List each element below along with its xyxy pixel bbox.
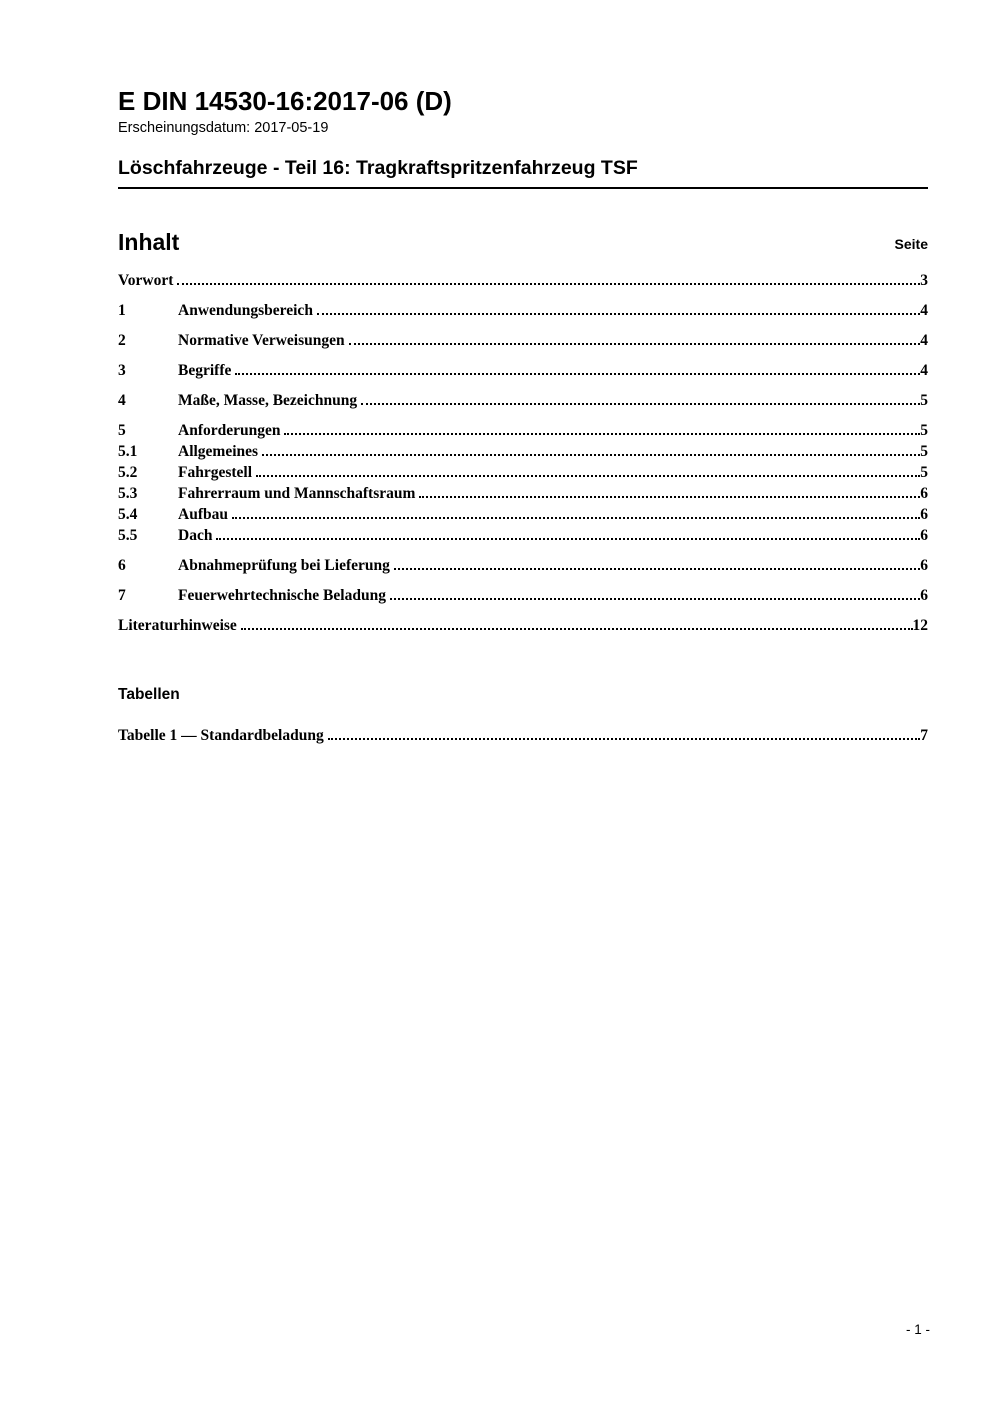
toc-entry <box>118 558 928 573</box>
toc-entry-number: 5 <box>118 422 126 439</box>
toc-entry-page: 3 <box>920 272 928 289</box>
toc-entry-number: 5.3 <box>118 485 138 502</box>
toc-entry <box>118 363 928 378</box>
doc-title: Löschfahrzeuge - Teil 16: Tragkraftspritzenfahrzeug TSF <box>118 157 928 189</box>
toc-entry-page: 6 <box>920 506 928 523</box>
tables-list <box>118 728 928 743</box>
toc-entry <box>118 303 928 318</box>
toc-entry <box>118 444 928 459</box>
toc-entry <box>118 393 928 408</box>
toc-entry <box>118 465 928 480</box>
dot-leader <box>284 433 920 435</box>
dot-leader <box>177 283 920 285</box>
toc-entry-label: Tabelle 1 — Standardbeladung <box>118 727 324 744</box>
toc-entry-label: Maße, Masse, Bezeichnung <box>178 392 358 409</box>
toc-entry-page: 6 <box>920 527 928 544</box>
dot-leader <box>232 517 920 519</box>
toc-entry-page: 4 <box>920 302 928 319</box>
toc-entry-number: 5.1 <box>118 443 138 460</box>
toc-entry-number: 1 <box>118 302 126 319</box>
dot-leader <box>361 403 920 405</box>
toc-entry-label: Literaturhinweise <box>118 617 237 634</box>
toc-entry-label: Feuerwehrtechnische Beladung <box>178 587 386 604</box>
toc-entry-label: Allgemeines <box>178 443 259 460</box>
toc-entry-page: 7 <box>920 727 928 744</box>
toc-entry <box>118 507 928 522</box>
toc-entry-page: 6 <box>920 557 928 574</box>
toc-entry-label: Fahrgestell <box>178 464 253 481</box>
toc-entry-label: Anforderungen <box>178 422 281 439</box>
toc-list <box>118 273 928 633</box>
dot-leader <box>216 538 920 540</box>
toc-entry <box>118 588 928 603</box>
page-column-label: Seite <box>894 236 928 252</box>
toc-entry-label: Dach <box>178 527 213 544</box>
toc-entry-label: Abnahmeprüfung bei Lieferung <box>178 557 390 574</box>
toc-entry <box>118 273 928 288</box>
toc-entry <box>118 528 928 543</box>
toc-entry-page: 4 <box>920 362 928 379</box>
toc-entry-page: 4 <box>920 332 928 349</box>
toc-entry <box>118 618 928 633</box>
toc-heading: Inhalt <box>118 229 180 255</box>
toc-entry <box>118 728 928 743</box>
toc-entry-page: 5 <box>920 443 928 460</box>
toc-entry <box>118 333 928 348</box>
toc-entry-label: Anwendungsbereich <box>178 302 313 319</box>
dot-leader <box>256 475 920 477</box>
toc-entry-label: Aufbau <box>178 506 228 523</box>
toc-entry-label: Vorwort <box>118 272 174 289</box>
toc-entry-number: 3 <box>118 362 126 379</box>
dot-leader <box>394 568 920 570</box>
toc-entry-label: Normative Verweisungen <box>178 332 345 349</box>
dot-leader <box>390 598 920 600</box>
toc-entry-number: 6 <box>118 557 126 574</box>
dot-leader <box>241 628 913 630</box>
toc-entry-page: 5 <box>920 422 928 439</box>
dot-leader <box>419 496 920 498</box>
toc-entry-label: Begriffe <box>178 362 232 379</box>
toc-entry-page: 6 <box>920 587 928 604</box>
toc-entry-page: 5 <box>920 392 928 409</box>
toc-entry-label: Fahrerraum und Mannschaftsraum <box>178 485 416 502</box>
dot-leader <box>317 313 920 315</box>
toc-entry-number: 2 <box>118 332 126 349</box>
toc-entry-number: 4 <box>118 392 126 409</box>
publication-date: Erscheinungsdatum: 2017-05-19 <box>118 120 329 136</box>
toc-entry-number: 5.2 <box>118 464 138 481</box>
toc-entry-page: 6 <box>920 485 928 502</box>
page-number-footer: - 1 - <box>905 1322 930 1337</box>
toc-entry-page: 5 <box>920 464 928 481</box>
doc-number: E DIN 14530-16:2017-06 (D) <box>118 86 452 116</box>
dot-leader <box>328 738 921 740</box>
toc-entry-page: 12 <box>912 617 928 634</box>
dot-leader <box>262 454 920 456</box>
dot-leader <box>349 343 921 345</box>
toc-entry-number: 5.4 <box>118 506 138 523</box>
toc-entry <box>118 423 928 438</box>
dot-leader <box>235 373 920 375</box>
toc-entry <box>118 486 928 501</box>
tables-heading: Tabellen <box>118 686 180 703</box>
toc-entry-number: 7 <box>118 587 126 604</box>
toc-entry-number: 5.5 <box>118 527 138 544</box>
toc-header-row <box>118 229 928 255</box>
